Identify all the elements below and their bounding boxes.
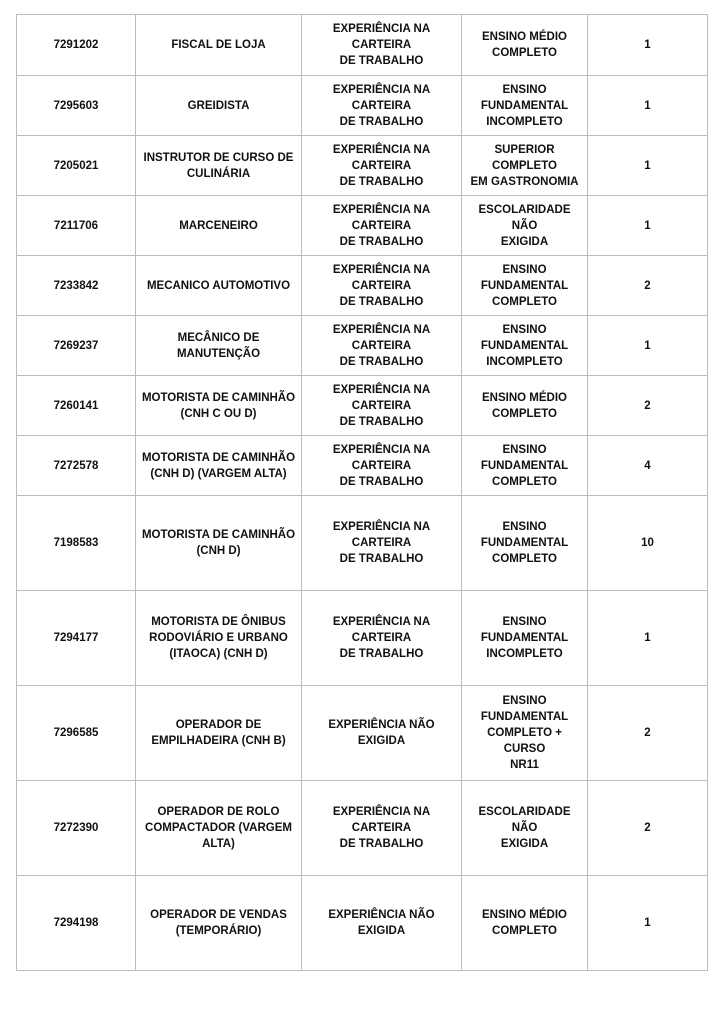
vacancy-code: 7260141 [17,376,136,436]
education-requirement: ESCOLARIDADE NÃO EXIGIDA [462,781,588,876]
vacancy-count: 1 [588,591,708,686]
education-requirement: ENSINO FUNDAMENTAL INCOMPLETO [462,591,588,686]
job-title: MOTORISTA DE CAMINHÃO (CNH D) (VARGEM ALTA) [136,436,302,496]
vacancy-count: 10 [588,496,708,591]
education-requirement: ENSINO FUNDAMENTAL COMPLETO [462,256,588,316]
job-title: MECANICO AUTOMOTIVO [136,256,302,316]
experience-requirement: EXPERIÊNCIA NA CARTEIRA DE TRABALHO [302,316,462,376]
job-title: MOTORISTA DE CAMINHÃO (CNH D) [136,496,302,591]
table-row [17,496,708,591]
job-title: GREIDISTA [136,76,302,136]
experience-requirement: EXPERIÊNCIA NÃO EXIGIDA [302,686,462,781]
vacancy-count: 1 [588,876,708,971]
education-requirement: ENSINO FUNDAMENTAL INCOMPLETO [462,76,588,136]
vacancy-code: 7294198 [17,876,136,971]
job-title: INSTRUTOR DE CURSO DE CULINÁRIA [136,136,302,196]
experience-requirement: EXPERIÊNCIA NA CARTEIRA DE TRABALHO [302,256,462,316]
experience-requirement: EXPERIÊNCIA NÃO EXIGIDA [302,876,462,971]
vacancy-count: 2 [588,376,708,436]
job-title: FISCAL DE LOJA [136,15,302,76]
vacancy-code: 7269237 [17,316,136,376]
job-title: OPERADOR DE EMPILHADEIRA (CNH B) [136,686,302,781]
vacancy-count: 2 [588,686,708,781]
experience-requirement: EXPERIÊNCIA NA CARTEIRA DE TRABALHO [302,76,462,136]
job-title: MOTORISTA DE CAMINHÃO (CNH C OU D) [136,376,302,436]
education-requirement: ENSINO MÉDIO COMPLETO [462,15,588,76]
table-row [17,436,708,496]
job-title: OPERADOR DE VENDAS (TEMPORÁRIO) [136,876,302,971]
table-row [17,316,708,376]
table-row [17,136,708,196]
vacancy-count: 1 [588,76,708,136]
education-requirement: ENSINO FUNDAMENTAL INCOMPLETO [462,316,588,376]
experience-requirement: EXPERIÊNCIA NA CARTEIRA DE TRABALHO [302,496,462,591]
vacancy-code: 7211706 [17,196,136,256]
experience-requirement: EXPERIÊNCIA NA CARTEIRA DE TRABALHO [302,436,462,496]
vacancy-count: 1 [588,196,708,256]
vacancy-count: 1 [588,136,708,196]
education-requirement: ENSINO MÉDIO COMPLETO [462,376,588,436]
table-row [17,76,708,136]
table-row [17,686,708,781]
vacancy-code: 7205021 [17,136,136,196]
table-row [17,591,708,686]
table-row [17,781,708,876]
job-title: MOTORISTA DE ÔNIBUS RODOVIÁRIO E URBANO (ITAOCA) (CNH D) [136,591,302,686]
vacancy-code: 7296585 [17,686,136,781]
vacancy-count: 1 [588,15,708,76]
vacancy-code: 7295603 [17,76,136,136]
education-requirement: SUPERIOR COMPLETO EM GASTRONOMIA [462,136,588,196]
education-requirement: ENSINO FUNDAMENTAL COMPLETO [462,496,588,591]
job-vacancies-table [16,14,708,971]
experience-requirement: EXPERIÊNCIA NA CARTEIRA DE TRABALHO [302,196,462,256]
education-requirement: ENSINO MÉDIO COMPLETO [462,876,588,971]
education-requirement: ENSINO FUNDAMENTAL COMPLETO + CURSO NR11 [462,686,588,781]
job-title: OPERADOR DE ROLO COMPACTADOR (VARGEM ALTA) [136,781,302,876]
vacancy-code: 7198583 [17,496,136,591]
job-title: MECÂNICO DE MANUTENÇÃO [136,316,302,376]
job-title: MARCENEIRO [136,196,302,256]
table-row [17,376,708,436]
table-row [17,196,708,256]
vacancy-code: 7233842 [17,256,136,316]
table-row [17,876,708,971]
vacancy-count: 2 [588,781,708,876]
vacancy-count: 1 [588,316,708,376]
vacancy-code: 7294177 [17,591,136,686]
vacancy-code: 7272578 [17,436,136,496]
experience-requirement: EXPERIÊNCIA NA CARTEIRA DE TRABALHO [302,376,462,436]
vacancy-code: 7272390 [17,781,136,876]
vacancy-code: 7291202 [17,15,136,76]
education-requirement: ENSINO FUNDAMENTAL COMPLETO [462,436,588,496]
experience-requirement: EXPERIÊNCIA NA CARTEIRA DE TRABALHO [302,781,462,876]
table-row [17,256,708,316]
table-row [17,15,708,76]
vacancy-count: 2 [588,256,708,316]
education-requirement: ESCOLARIDADE NÃO EXIGIDA [462,196,588,256]
experience-requirement: EXPERIÊNCIA NA CARTEIRA DE TRABALHO [302,15,462,76]
vacancy-count: 4 [588,436,708,496]
experience-requirement: EXPERIÊNCIA NA CARTEIRA DE TRABALHO [302,591,462,686]
experience-requirement: EXPERIÊNCIA NA CARTEIRA DE TRABALHO [302,136,462,196]
